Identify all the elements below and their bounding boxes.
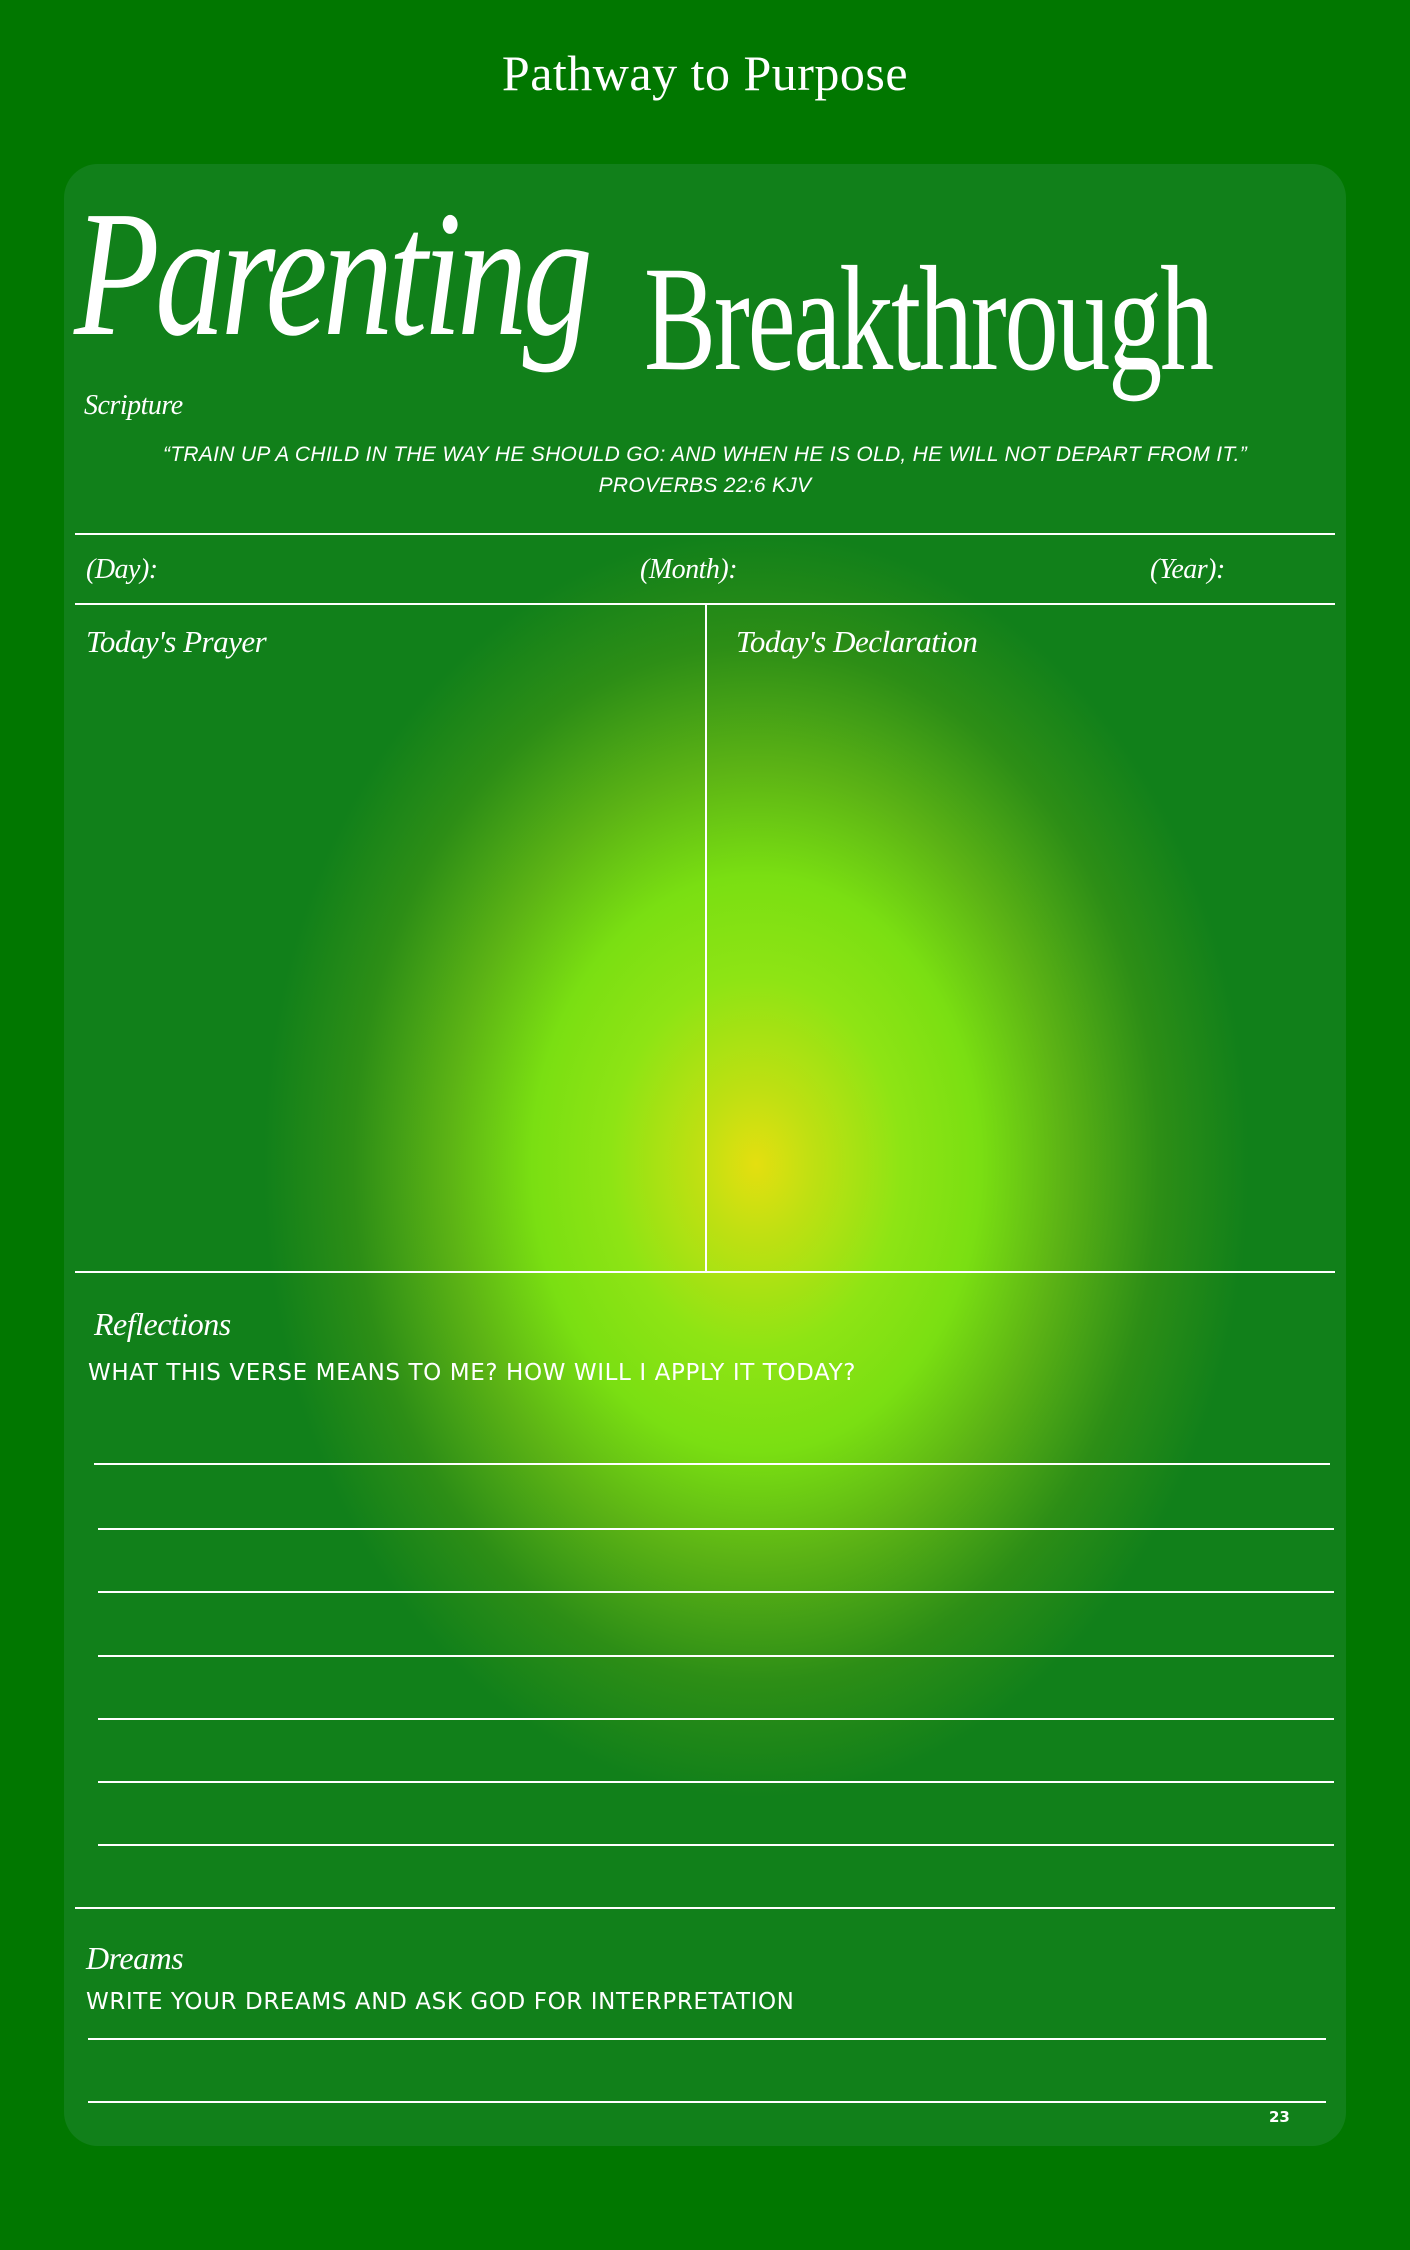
dreams-prompt: WRITE YOUR DREAMS AND ASK GOD FOR INTERPRETATION xyxy=(86,1989,795,2015)
dream-line[interactable] xyxy=(88,2038,1326,2040)
declaration-writing-area[interactable] xyxy=(709,605,1335,1270)
reflection-line[interactable] xyxy=(98,1591,1334,1593)
title-main-word: Breakthrough xyxy=(644,236,1212,402)
reflection-line[interactable] xyxy=(94,1463,1330,1465)
dreams-label: Dreams xyxy=(86,1940,184,1976)
column-divider xyxy=(705,605,707,1272)
columns-bottom-divider xyxy=(75,1271,1335,1273)
title-script-word: Parenting xyxy=(74,174,589,373)
scripture-label: Scripture xyxy=(84,390,183,421)
reflections-prompt: WHAT THIS VERSE MEANS TO ME? HOW WILL I APPLY IT TODAY? xyxy=(88,1360,857,1386)
header-title: Pathway to Purpose xyxy=(501,45,909,101)
reflection-line[interactable] xyxy=(98,1718,1334,1720)
reflection-line[interactable] xyxy=(98,1528,1334,1530)
prayer-label: Today's Prayer xyxy=(86,624,267,659)
dream-line[interactable] xyxy=(88,2101,1326,2103)
date-row-top-divider xyxy=(75,533,1335,535)
reflection-line[interactable] xyxy=(98,1844,1334,1846)
scripture-verse xyxy=(64,439,1346,501)
page-number: 23 xyxy=(1269,2108,1290,2126)
reflections-bottom-divider xyxy=(75,1907,1335,1909)
month-field[interactable]: (Month): xyxy=(640,554,738,585)
journal-card xyxy=(64,164,1346,2146)
reflection-line[interactable] xyxy=(98,1781,1334,1783)
reflections-label: Reflections xyxy=(94,1306,231,1342)
prayer-writing-area[interactable] xyxy=(75,605,695,1270)
verse-reference: PROVERBS 22:6 KJV xyxy=(598,474,812,497)
verse-text: “TRAIN UP A CHILD IN THE WAY HE SHOULD GO: AND WHEN HE IS OLD, HE WILL NOT DEPART FROM IT.” xyxy=(162,443,1248,466)
declaration-label: Today's Declaration xyxy=(736,624,978,659)
day-field[interactable]: (Day): xyxy=(86,554,158,585)
reflection-line[interactable] xyxy=(98,1655,1334,1657)
year-field[interactable]: (Year): xyxy=(1150,554,1225,585)
